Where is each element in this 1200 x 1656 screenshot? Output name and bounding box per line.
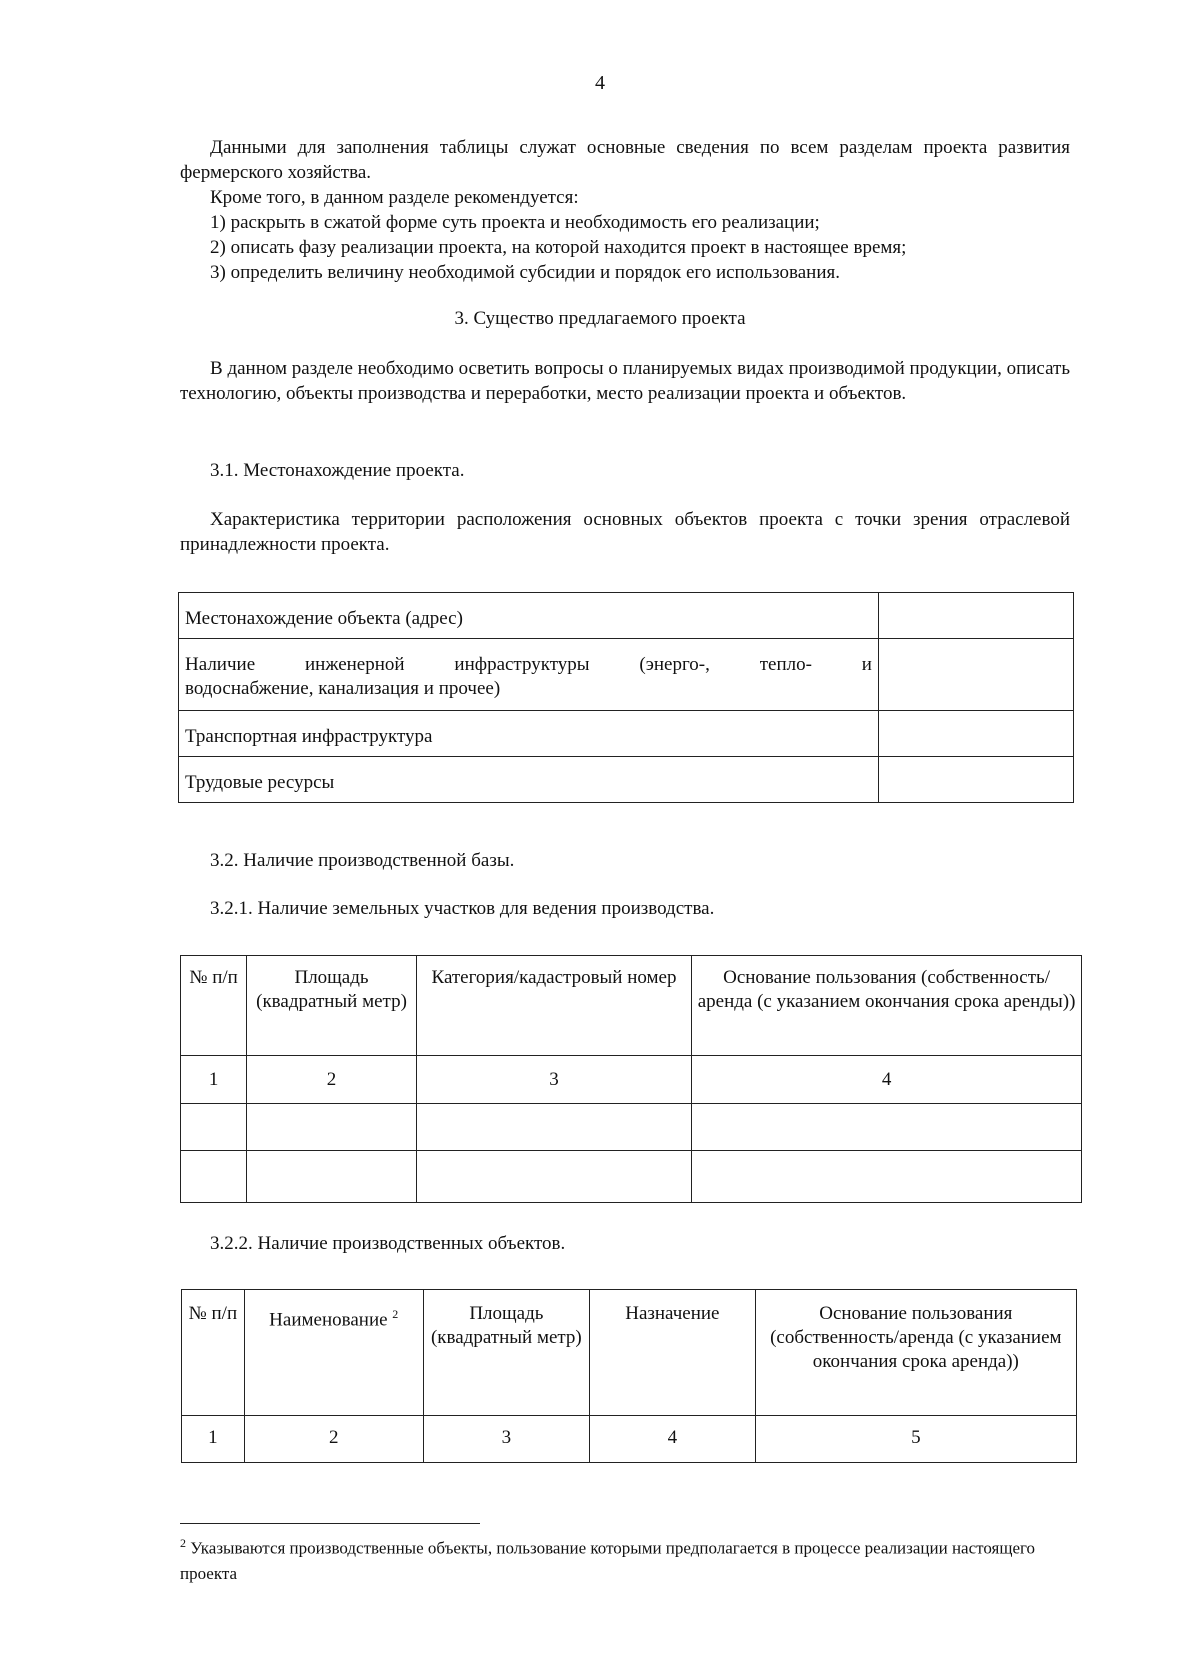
column-header: Основание пользования (собственность/аренда (с указанием окончания срока аренды)) xyxy=(692,956,1082,1056)
intro-paragraph-2: Кроме того, в данном разделе рекомендуется: xyxy=(210,187,579,208)
intro-list-item: 2) описать фазу реализации проекта, на которой находится проект в настоящее время; xyxy=(210,237,907,258)
footnote-mark: 2 xyxy=(180,1536,186,1550)
column-header: № п/п xyxy=(181,956,247,1056)
column-header: Площадь (квадратный метр) xyxy=(423,1290,589,1416)
column-header-text: Наименование xyxy=(269,1309,388,1331)
label-word: тепло- xyxy=(759,654,812,675)
table-cell[interactable] xyxy=(181,1104,247,1151)
label-word: (энерго-, xyxy=(639,654,710,675)
intro-list-item: 1) раскрыть в сжатой форме суть проекта и необходимость его реализации; xyxy=(210,212,820,233)
section-3-2-1-heading: 3.2.1. Наличие земельных участков для ведения производства. xyxy=(210,898,715,919)
label-word: Наличие xyxy=(185,654,256,675)
column-number: 4 xyxy=(692,1056,1082,1104)
table-cell[interactable] xyxy=(181,1151,247,1203)
land-plots-table xyxy=(180,955,1082,1203)
section-3-2-heading: 3.2. Наличие производственной базы. xyxy=(210,850,515,871)
table-cell[interactable] xyxy=(692,1151,1082,1203)
footnote-mark: 2 xyxy=(392,1307,399,1321)
table-cell[interactable] xyxy=(247,1104,417,1151)
table-row xyxy=(182,1416,1077,1463)
page-number: 4 xyxy=(595,72,605,94)
table-row xyxy=(179,757,1074,803)
table-cell[interactable] xyxy=(416,1151,691,1203)
column-header: Основание пользования (собственность/аренда (с указанием окончания срока аренда)) xyxy=(755,1290,1076,1416)
table-row xyxy=(181,1151,1082,1203)
footnote-text: Указываются производственные объекты, пользование которыми предполагается в процессе реализации настоящего проекта xyxy=(180,1538,1036,1583)
column-header xyxy=(244,1290,423,1416)
table-cell-value[interactable] xyxy=(879,757,1074,803)
table-cell-value[interactable] xyxy=(879,593,1074,639)
location-table xyxy=(178,592,1074,803)
column-number: 5 xyxy=(755,1416,1076,1463)
table-cell-label: Транспортная инфраструктура xyxy=(179,711,879,757)
section-3-1-heading: 3.1. Местонахождение проекта. xyxy=(210,460,465,481)
footnote xyxy=(180,1531,1060,1586)
column-number: 1 xyxy=(182,1416,245,1463)
column-number: 4 xyxy=(590,1416,756,1463)
column-number: 1 xyxy=(181,1056,247,1104)
column-header: Назначение xyxy=(590,1290,756,1416)
intro-list-item: 3) определить величину необходимой субсидии и порядок его использования. xyxy=(210,262,840,283)
table-header-row xyxy=(181,956,1082,1056)
production-objects-table xyxy=(181,1289,1077,1463)
table-cell-value[interactable] xyxy=(879,711,1074,757)
table-row xyxy=(179,639,1074,711)
section-3-heading: 3. Существо предлагаемого проекта xyxy=(454,308,746,329)
column-number: 3 xyxy=(423,1416,589,1463)
table-header-row xyxy=(182,1290,1077,1416)
table-row xyxy=(179,593,1074,639)
intro-paragraph: Данными для заполнения таблицы служат основные сведения по всем разделам проекта развития фермерского хозяйства. xyxy=(180,137,1070,183)
table-row xyxy=(181,1104,1082,1151)
table-cell-value[interactable] xyxy=(879,639,1074,711)
column-number: 3 xyxy=(416,1056,691,1104)
table-cell-label xyxy=(179,639,879,711)
label-line xyxy=(185,653,872,677)
column-header: Категория/кадастровый номер xyxy=(416,956,691,1056)
table-row xyxy=(181,1056,1082,1104)
section-3-text: В данном разделе необходимо осветить вопросы о планируемых видах производимой продукции, описать технологию, объекты производства и переработки, место реализации проекта и объектов. xyxy=(180,358,1070,404)
table-row xyxy=(179,711,1074,757)
label-line: водоснабжение, канализация и прочее) xyxy=(185,678,501,699)
label-word: инфраструктуры xyxy=(454,654,590,675)
table-cell[interactable] xyxy=(416,1104,691,1151)
table-cell-label: Местонахождение объекта (адрес) xyxy=(179,593,879,639)
column-header: № п/п xyxy=(182,1290,245,1416)
footnote-divider xyxy=(180,1523,480,1524)
column-header: Площадь (квадратный метр) xyxy=(247,956,417,1056)
section-3-2-2-heading: 3.2.2. Наличие производственных объектов. xyxy=(210,1233,566,1254)
label-word: и xyxy=(861,654,872,675)
section-3-1-text: Характеристика территории расположения основных объектов проекта с точки зрения отраслевой принадлежности проекта. xyxy=(180,509,1070,555)
column-number: 2 xyxy=(247,1056,417,1104)
label-word: инженерной xyxy=(304,654,405,675)
table-cell-label: Трудовые ресурсы xyxy=(179,757,879,803)
table-cell[interactable] xyxy=(247,1151,417,1203)
column-number: 2 xyxy=(244,1416,423,1463)
table-cell[interactable] xyxy=(692,1104,1082,1151)
